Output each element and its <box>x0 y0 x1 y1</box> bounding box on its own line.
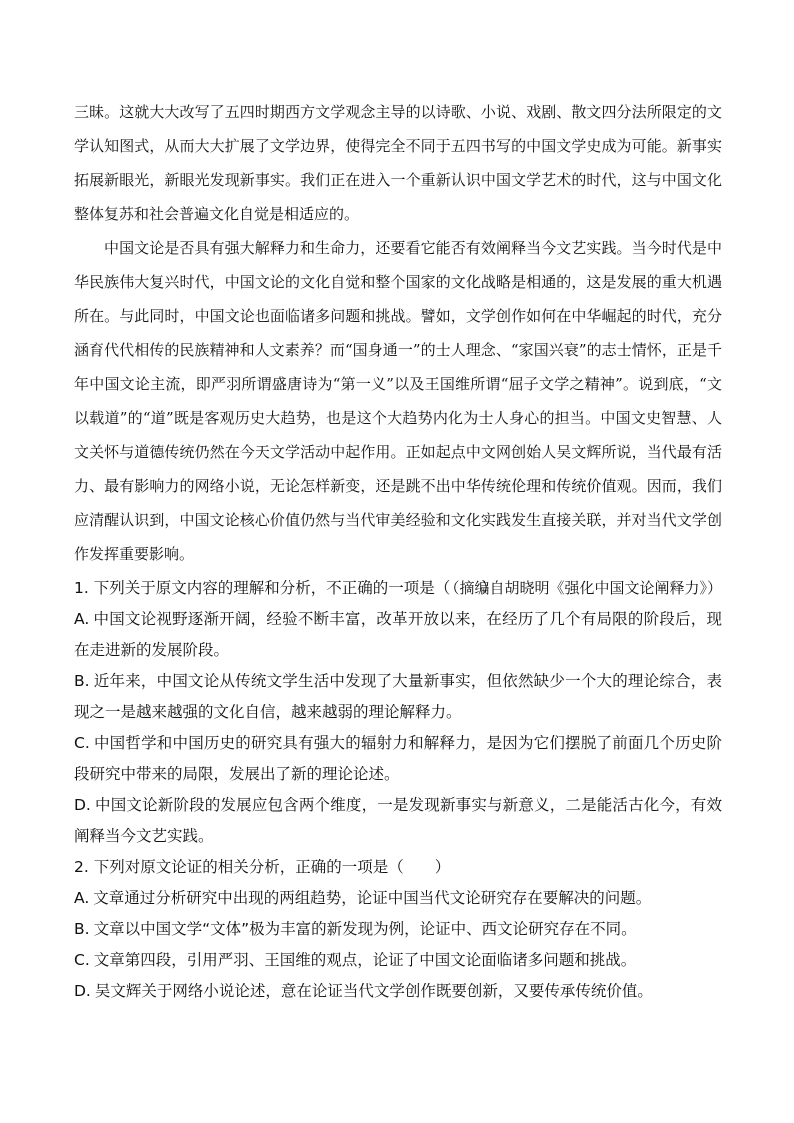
option-text: 文章以中国文学“文体”极为丰富的新发现为例，论证中、西文论研究存在不同。 <box>93 920 637 938</box>
questions-section <box>74 573 722 1007</box>
option-letter: B. <box>74 672 90 690</box>
passage-paragraph-1: 三昧。这就大大改写了五四时期西方文学观念主导的以诗歌、小说、戏剧、散文四分法所限定的文学认知图式，从而大大扩展了文学边界，使得完全不同于五四书写的中国文学史成为可能。新事实拓展新眼光，新眼光发现新事实。我们正在进入一个重新认识中国文学艺术的时代，这与中国文化整体复苏和社会普遍文化自觉是相适应的。 <box>74 103 722 223</box>
option-text: 中国文论新阶段的发展应包含两个维度，一是发现新事实与新意义，二是能活古化今，有效阐释当今文艺实践。 <box>74 796 722 845</box>
option-text: 文章第四段，引用严羽、王国维的观点，论证了中国文论面临诸多问题和挑战。 <box>93 951 637 969</box>
option-text: 中国哲学和中国历史的研究具有强大的辐射力和解释力，是因为它们摆脱了前面几个历史阶段研究中带来的局限，发展出了新的理论论述。 <box>74 734 722 783</box>
option-letter: B. <box>74 920 90 938</box>
option-letter: C. <box>74 951 90 969</box>
option-a <box>74 883 722 914</box>
question-2 <box>74 852 722 1007</box>
passage-source: （摘编自胡晓明《强化中国文论阐释力》） <box>444 579 722 597</box>
option-d <box>74 790 722 852</box>
option-c <box>74 728 722 790</box>
option-letter: C. <box>74 734 90 752</box>
question-stem: 1. 下列关于原文内容的理解和分析，不正确的一项是（ ） <box>74 579 497 597</box>
question-1 <box>74 573 722 852</box>
option-letter: A. <box>74 889 90 907</box>
option-b <box>74 914 722 945</box>
option-c <box>74 945 722 976</box>
question-stem: 2. 下列对原文论证的相关分析，正确的一项是（ ） <box>74 858 451 876</box>
option-text: 文章通过分析研究中出现的两组趋势，论证中国当代文论研究存在要解决的问题。 <box>93 889 652 907</box>
option-letter: A. <box>74 610 90 628</box>
option-text: 近年来，中国文论从传统文学生活中发现了大量新事实，但依然缺少一个大的理论综合，表现之一是越来越强的文化自信，越来越弱的理论解释力。 <box>74 672 722 721</box>
option-text: 中国文论视野逐渐开阔，经验不断丰富，改革开放以来，在经历了几个有局限的阶段后，现在走进新的发展阶段。 <box>74 610 722 659</box>
option-text: 吴文辉关于网络小说论述，意在论证当代文学创作既要创新，又要传承传统价值。 <box>94 982 653 1000</box>
passage-paragraph-2: 中国文论是否具有强大解释力和生命力，还要看它能否有效阐释当今文艺实践。当今时代是中华民族伟大复兴时代，中国文论的文化自觉和整个国家的文化战略是相通的，这是发展的重大机遇所在。与此同时，中国文论也面临诸多问题和挑战。譬如，文学创作如何在中华崛起的时代，充分涵育代代相传的民族精神和人文素养？而“国身通一”的士人理念、“家国兴衰”的志士情怀，正是千年中国文论主流，即严羽所谓盛唐诗为“第一义”以及王国维所谓“屈子文学之精神”。说到底，“文以载道”的“道”既是客观历史大趋势，也是这个大趋势内化为士人身心的担当。中国文史智慧、人文关怀与道德传统仍然在今天文学活动中起作用。正如起点中文网创始人吴文辉所说，当代最有活力、最有影响力的网络小说，无论怎样新变，还是跳不出中华传统伦理和传统价值观。因而，我们应清醒认识到，中国文论核心价值仍然与当代审美经验和文化实践发生直接关联，并对当代文学创作发挥重要影响。 <box>74 239 722 563</box>
option-b <box>74 666 722 728</box>
option-letter: D. <box>74 796 91 814</box>
option-d <box>74 976 722 1007</box>
option-letter: D. <box>74 982 91 1000</box>
option-a <box>74 604 722 666</box>
reading-passage <box>74 95 722 605</box>
